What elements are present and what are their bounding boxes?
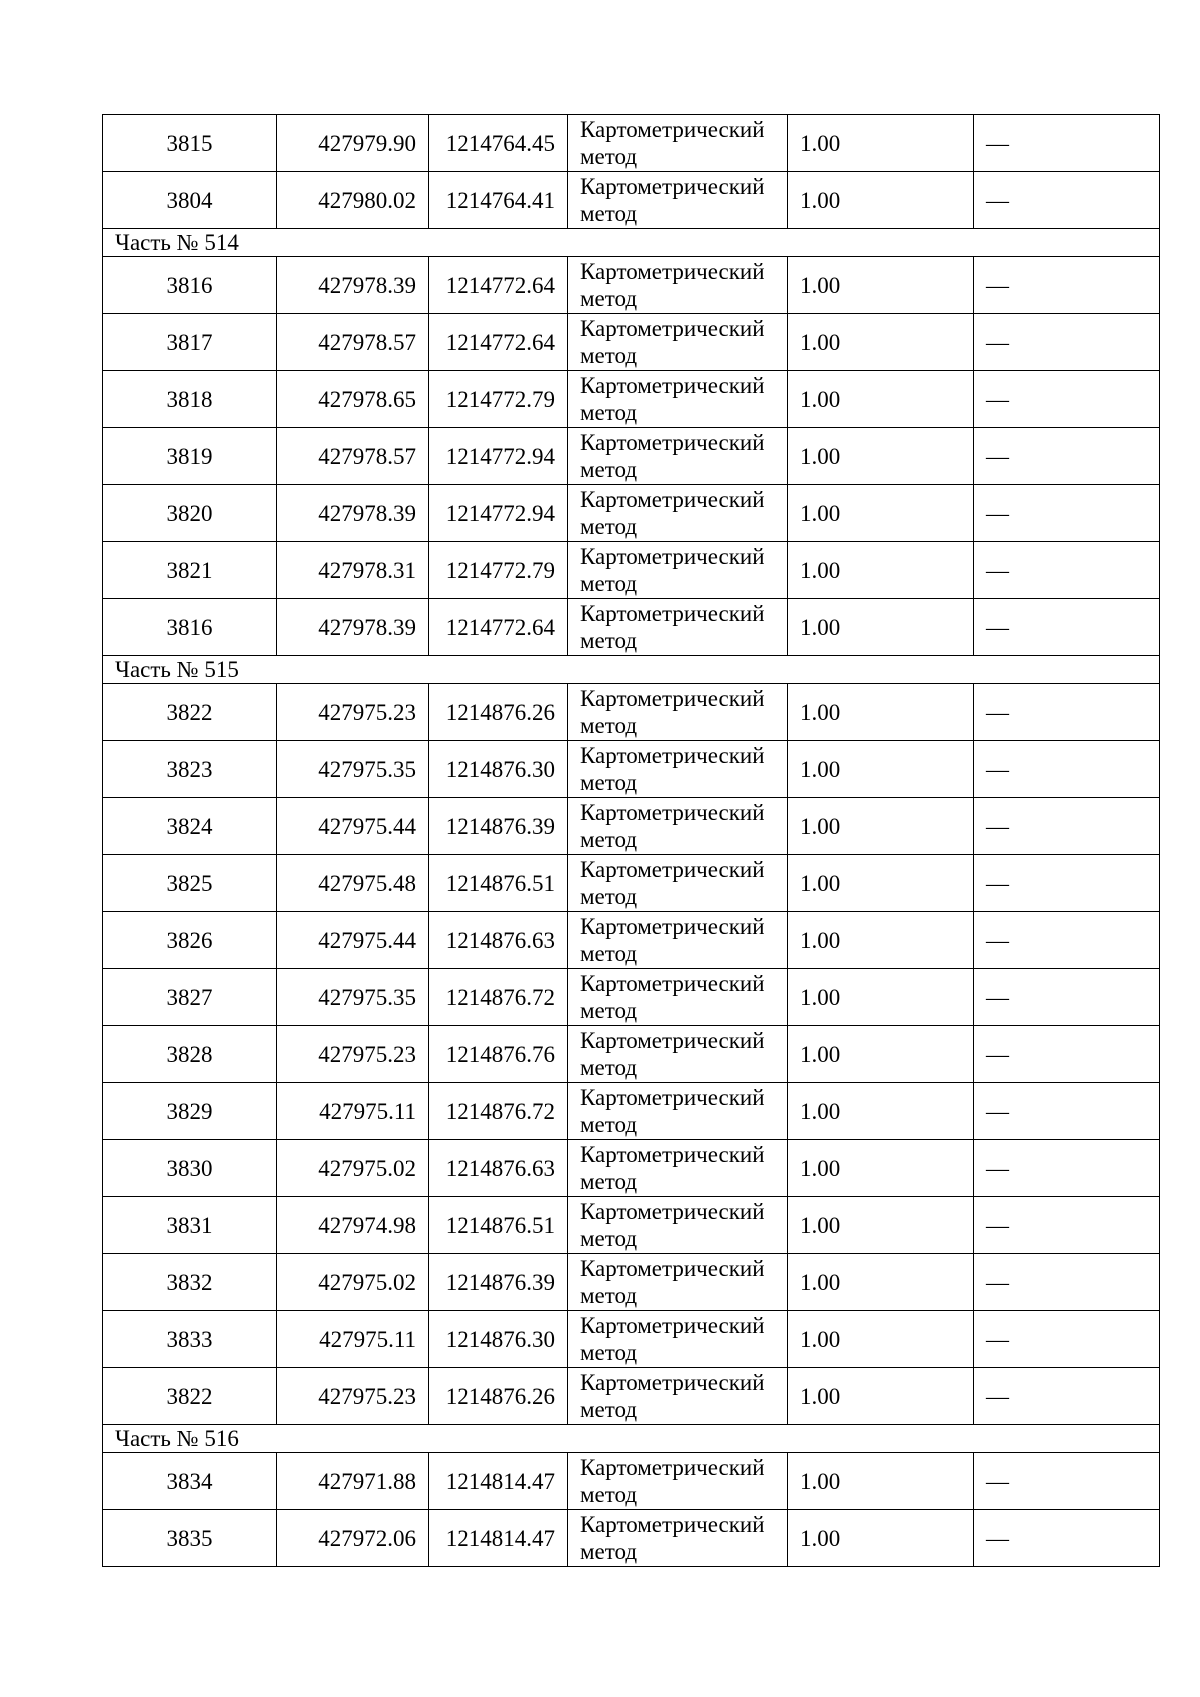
description-cell: — [974,1254,1160,1311]
part-header-row [103,1425,1160,1453]
accuracy-cell: 1.00 [788,257,974,314]
table-row [103,798,1160,855]
x-coordinate-cell: 427979.90 [277,115,429,172]
description-cell: — [974,1197,1160,1254]
table-row [103,969,1160,1026]
table-row [103,1140,1160,1197]
method-line-1: Картометрический [580,601,765,626]
y-coordinate-cell: 1214876.63 [429,1140,568,1197]
method-cell [568,172,788,229]
table-row [103,1453,1160,1510]
point-number-cell: 3822 [103,1368,277,1425]
accuracy-cell: 1.00 [788,115,974,172]
accuracy-cell: 1.00 [788,314,974,371]
point-number-cell: 3817 [103,314,277,371]
x-coordinate-cell: 427975.02 [277,1254,429,1311]
x-coordinate-cell: 427975.23 [277,1026,429,1083]
table-row [103,1026,1160,1083]
method-line-1: Картометрический [580,174,765,199]
x-coordinate-cell: 427978.65 [277,371,429,428]
description-cell: — [974,257,1160,314]
method-cell [568,912,788,969]
x-coordinate-cell: 427978.57 [277,428,429,485]
method-line-1: Картометрический [580,259,765,284]
method-line-1: Картометрический [580,857,765,882]
method-line-1: Картометрический [580,1370,765,1395]
accuracy-cell: 1.00 [788,428,974,485]
x-coordinate-cell: 427975.11 [277,1083,429,1140]
description-cell: — [974,969,1160,1026]
accuracy-cell: 1.00 [788,1510,974,1567]
accuracy-cell: 1.00 [788,912,974,969]
method-cell [568,257,788,314]
table-row [103,172,1160,229]
method-line-2: метод [580,201,638,226]
x-coordinate-cell: 427975.11 [277,1311,429,1368]
method-line-1: Картометрический [580,373,765,398]
point-number-cell: 3835 [103,1510,277,1567]
x-coordinate-cell: 427978.39 [277,485,429,542]
method-line-1: Картометрический [580,1256,765,1281]
x-coordinate-cell: 427975.35 [277,741,429,798]
description-cell: — [974,855,1160,912]
table-row [103,684,1160,741]
accuracy-cell: 1.00 [788,485,974,542]
accuracy-cell: 1.00 [788,969,974,1026]
point-number-cell: 3826 [103,912,277,969]
method-cell [568,1368,788,1425]
description-cell: — [974,542,1160,599]
method-line-1: Картометрический [580,1455,765,1480]
method-line-2: метод [580,628,638,653]
y-coordinate-cell: 1214876.26 [429,1368,568,1425]
table-row [103,371,1160,428]
x-coordinate-cell: 427980.02 [277,172,429,229]
point-number-cell: 3804 [103,172,277,229]
x-coordinate-cell: 427971.88 [277,1453,429,1510]
table-row [103,115,1160,172]
method-line-2: метод [580,1169,638,1194]
point-number-cell: 3833 [103,1311,277,1368]
method-line-1: Картометрический [580,686,765,711]
y-coordinate-cell: 1214876.51 [429,855,568,912]
method-cell [568,1026,788,1083]
point-number-cell: 3824 [103,798,277,855]
x-coordinate-cell: 427978.57 [277,314,429,371]
method-line-2: метод [580,827,638,852]
x-coordinate-cell: 427975.44 [277,912,429,969]
description-cell: — [974,1368,1160,1425]
y-coordinate-cell: 1214772.64 [429,257,568,314]
method-line-1: Картометрический [580,1142,765,1167]
description-cell: — [974,684,1160,741]
point-number-cell: 3827 [103,969,277,1026]
method-line-2: метод [580,514,638,539]
accuracy-cell: 1.00 [788,1140,974,1197]
method-cell [568,1254,788,1311]
y-coordinate-cell: 1214772.94 [429,428,568,485]
part-label: Часть № 514 [103,229,1160,257]
x-coordinate-cell: 427975.35 [277,969,429,1026]
method-line-2: метод [580,1226,638,1251]
point-number-cell: 3819 [103,428,277,485]
accuracy-cell: 1.00 [788,371,974,428]
point-number-cell: 3828 [103,1026,277,1083]
point-number-cell: 3816 [103,257,277,314]
accuracy-cell: 1.00 [788,741,974,798]
y-coordinate-cell: 1214876.76 [429,1026,568,1083]
method-line-2: метод [580,941,638,966]
accuracy-cell: 1.00 [788,1311,974,1368]
method-line-1: Картометрический [580,914,765,939]
y-coordinate-cell: 1214876.63 [429,912,568,969]
x-coordinate-cell: 427972.06 [277,1510,429,1567]
method-cell [568,855,788,912]
description-cell: — [974,371,1160,428]
description-cell: — [974,172,1160,229]
table-row [103,741,1160,798]
y-coordinate-cell: 1214876.51 [429,1197,568,1254]
x-coordinate-cell: 427975.23 [277,1368,429,1425]
y-coordinate-cell: 1214876.39 [429,1254,568,1311]
description-cell: — [974,1083,1160,1140]
point-number-cell: 3816 [103,599,277,656]
method-line-2: метод [580,1539,638,1564]
description-cell: — [974,314,1160,371]
method-cell [568,798,788,855]
method-cell [568,1311,788,1368]
y-coordinate-cell: 1214876.30 [429,1311,568,1368]
method-line-2: метод [580,457,638,482]
y-coordinate-cell: 1214814.47 [429,1510,568,1567]
part-header-row [103,229,1160,257]
y-coordinate-cell: 1214876.30 [429,741,568,798]
description-cell: — [974,115,1160,172]
description-cell: — [974,1510,1160,1567]
point-number-cell: 3834 [103,1453,277,1510]
method-cell [568,1197,788,1254]
table-row [103,1311,1160,1368]
y-coordinate-cell: 1214772.94 [429,485,568,542]
y-coordinate-cell: 1214814.47 [429,1453,568,1510]
x-coordinate-cell: 427978.31 [277,542,429,599]
point-number-cell: 3822 [103,684,277,741]
method-cell [568,314,788,371]
method-line-2: метод [580,1340,638,1365]
method-line-1: Картометрический [580,487,765,512]
method-line-2: метод [580,343,638,368]
method-line-1: Картометрический [580,971,765,996]
point-number-cell: 3831 [103,1197,277,1254]
y-coordinate-cell: 1214876.72 [429,969,568,1026]
y-coordinate-cell: 1214772.64 [429,599,568,656]
method-cell [568,1083,788,1140]
coordinates-table [102,114,1160,1567]
method-line-1: Картометрический [580,1085,765,1110]
accuracy-cell: 1.00 [788,798,974,855]
method-cell [568,1140,788,1197]
accuracy-cell: 1.00 [788,1026,974,1083]
y-coordinate-cell: 1214876.72 [429,1083,568,1140]
method-line-2: метод [580,998,638,1023]
accuracy-cell: 1.00 [788,684,974,741]
x-coordinate-cell: 427978.39 [277,257,429,314]
y-coordinate-cell: 1214772.79 [429,371,568,428]
x-coordinate-cell: 427975.02 [277,1140,429,1197]
method-line-1: Картометрический [580,1199,765,1224]
method-cell [568,684,788,741]
description-cell: — [974,741,1160,798]
method-line-1: Картометрический [580,117,765,142]
method-line-1: Картометрический [580,316,765,341]
x-coordinate-cell: 427975.23 [277,684,429,741]
method-cell [568,485,788,542]
method-line-1: Картометрический [580,1313,765,1338]
point-number-cell: 3829 [103,1083,277,1140]
x-coordinate-cell: 427975.44 [277,798,429,855]
description-cell: — [974,1026,1160,1083]
part-header-row [103,656,1160,684]
table-row [103,599,1160,656]
accuracy-cell: 1.00 [788,1453,974,1510]
accuracy-cell: 1.00 [788,599,974,656]
method-line-1: Картометрический [580,1028,765,1053]
description-cell: — [974,1311,1160,1368]
description-cell: — [974,599,1160,656]
table-row [103,485,1160,542]
method-cell [568,1453,788,1510]
accuracy-cell: 1.00 [788,855,974,912]
y-coordinate-cell: 1214876.26 [429,684,568,741]
point-number-cell: 3820 [103,485,277,542]
y-coordinate-cell: 1214772.64 [429,314,568,371]
description-cell: — [974,485,1160,542]
part-label: Часть № 515 [103,656,1160,684]
method-cell [568,1510,788,1567]
table-row [103,1510,1160,1567]
table-row [103,912,1160,969]
table-row [103,428,1160,485]
y-coordinate-cell: 1214876.39 [429,798,568,855]
x-coordinate-cell: 427974.98 [277,1197,429,1254]
method-line-1: Картометрический [580,1512,765,1537]
description-cell: — [974,428,1160,485]
method-cell [568,542,788,599]
point-number-cell: 3830 [103,1140,277,1197]
accuracy-cell: 1.00 [788,1197,974,1254]
method-line-2: метод [580,1112,638,1137]
table-row [103,257,1160,314]
accuracy-cell: 1.00 [788,172,974,229]
method-line-2: метод [580,770,638,795]
method-line-1: Картометрический [580,743,765,768]
point-number-cell: 3832 [103,1254,277,1311]
y-coordinate-cell: 1214772.79 [429,542,568,599]
point-number-cell: 3815 [103,115,277,172]
method-line-2: метод [580,1397,638,1422]
method-cell [568,371,788,428]
method-cell [568,741,788,798]
table-row [103,1368,1160,1425]
part-label: Часть № 516 [103,1425,1160,1453]
accuracy-cell: 1.00 [788,1083,974,1140]
accuracy-cell: 1.00 [788,1368,974,1425]
point-number-cell: 3821 [103,542,277,599]
method-line-2: метод [580,571,638,596]
description-cell: — [974,1453,1160,1510]
accuracy-cell: 1.00 [788,1254,974,1311]
x-coordinate-cell: 427978.39 [277,599,429,656]
method-cell [568,969,788,1026]
method-line-1: Картометрический [580,800,765,825]
table-row [103,542,1160,599]
method-line-1: Картометрический [580,544,765,569]
y-coordinate-cell: 1214764.41 [429,172,568,229]
coordinates-table-body [103,115,1160,1567]
method-line-2: метод [580,286,638,311]
table-row [103,855,1160,912]
table-row [103,1083,1160,1140]
point-number-cell: 3823 [103,741,277,798]
accuracy-cell: 1.00 [788,542,974,599]
point-number-cell: 3825 [103,855,277,912]
description-cell: — [974,1140,1160,1197]
method-line-2: метод [580,1055,638,1080]
method-line-2: метод [580,1283,638,1308]
method-line-2: метод [580,884,638,909]
description-cell: — [974,912,1160,969]
method-cell [568,428,788,485]
method-line-1: Картометрический [580,430,765,455]
x-coordinate-cell: 427975.48 [277,855,429,912]
description-cell: — [974,798,1160,855]
point-number-cell: 3818 [103,371,277,428]
method-line-2: метод [580,144,638,169]
y-coordinate-cell: 1214764.45 [429,115,568,172]
method-cell [568,115,788,172]
method-line-2: метод [580,400,638,425]
table-row [103,1254,1160,1311]
table-row [103,1197,1160,1254]
method-line-2: метод [580,1482,638,1507]
method-line-2: метод [580,713,638,738]
method-cell [568,599,788,656]
table-row [103,314,1160,371]
